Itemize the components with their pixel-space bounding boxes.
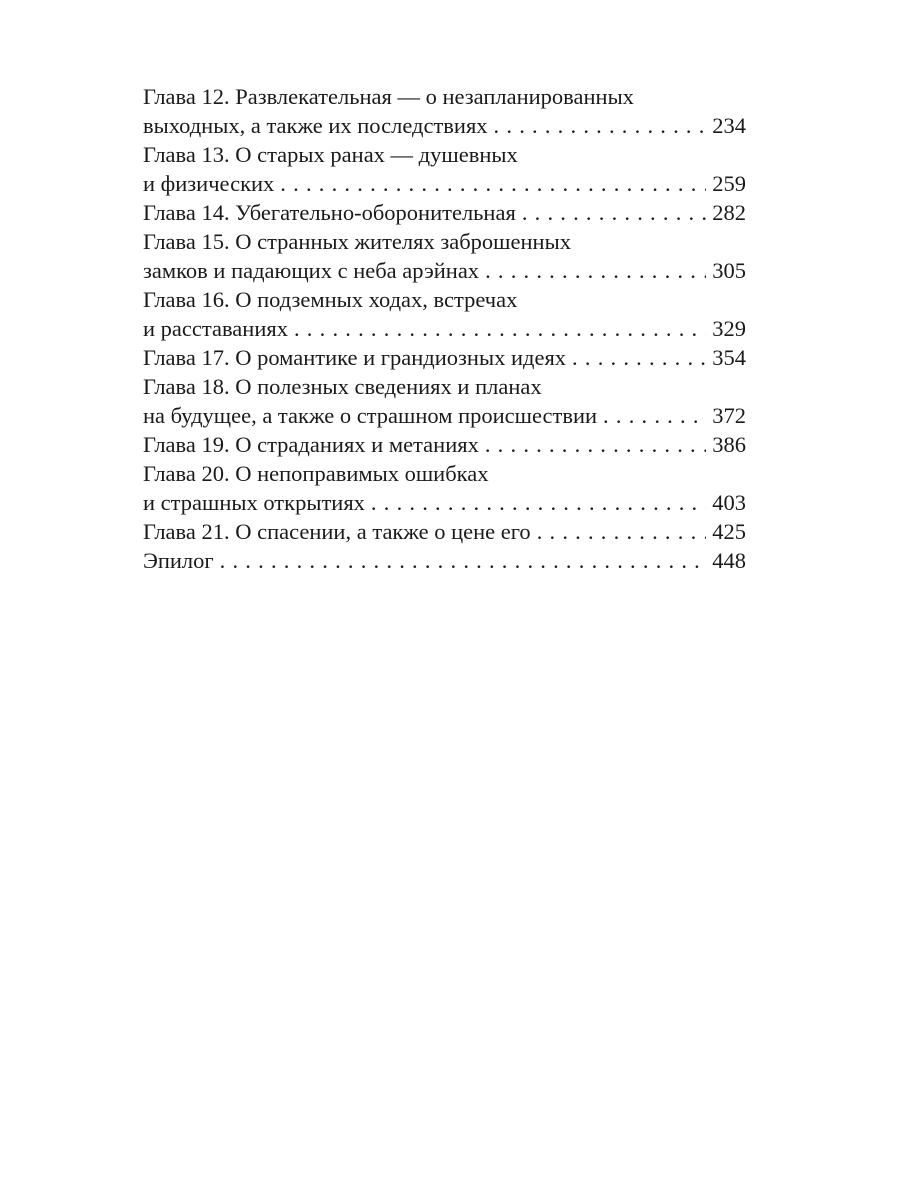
toc-page-number: 425 — [712, 519, 746, 544]
dot-leader — [485, 430, 706, 459]
dot-leader — [371, 488, 706, 517]
toc-entry — [143, 140, 746, 198]
toc-entry-title-line: и страшных открытиях — [143, 490, 365, 515]
toc-entry-title-line: выходных, а также их последствиях — [143, 113, 488, 138]
toc-entry — [143, 372, 746, 430]
table-of-contents — [143, 82, 746, 575]
toc-page-number: 386 — [712, 432, 746, 457]
dot-leader — [294, 314, 706, 343]
toc-entry-title-line: Глава 19. О страданиях и метаниях — [143, 432, 479, 457]
toc-entry-title-line: замков и падающих с неба арэйнах — [143, 258, 480, 283]
toc-entry-last-line — [143, 430, 746, 459]
toc-entry-title-line: Глава 17. О романтике и грандиозных идеях — [143, 345, 567, 370]
toc-entry-last-line — [143, 169, 746, 198]
dot-leader — [572, 343, 706, 372]
toc-entry-title-line: на будущее, а также о страшном происшествии — [143, 403, 598, 428]
toc-entry-title-line: и расставаниях — [143, 316, 288, 341]
toc-entry — [143, 82, 746, 140]
dot-leader — [537, 517, 707, 546]
dot-leader — [220, 546, 707, 575]
toc-page-number: 305 — [712, 258, 746, 283]
toc-entry-title-line: Глава 16. О подземных ходах, встречах — [143, 287, 518, 312]
toc-page-number: 259 — [712, 171, 746, 196]
toc-entry-last-line — [143, 256, 746, 285]
toc-page-number: 448 — [712, 548, 746, 573]
dot-leader — [494, 111, 707, 140]
toc-entry-title-line: и физических — [143, 171, 275, 196]
toc-page-number: 372 — [712, 403, 746, 428]
toc-entry-last-line — [143, 546, 746, 575]
toc-entry-last-line — [143, 343, 746, 372]
toc-entry-last-line — [143, 517, 746, 546]
toc-entry-last-line — [143, 488, 746, 517]
toc-entry — [143, 227, 746, 285]
dot-leader — [522, 198, 706, 227]
toc-entry-title-line: Глава 12. Развлекательная — о незапланированных — [143, 84, 634, 109]
toc-entry-title-line: Глава 18. О полезных сведениях и планах — [143, 374, 542, 399]
toc-entry — [143, 198, 746, 227]
toc-entry-title-line: Глава 15. О странных жителях заброшенных — [143, 229, 571, 254]
toc-entry-last-line — [143, 314, 746, 343]
toc-entry-last-line — [143, 111, 746, 140]
toc-page-number: 282 — [712, 200, 746, 225]
toc-entry — [143, 430, 746, 459]
toc-page-number: 354 — [712, 345, 746, 370]
toc-entry-title-line: Глава 13. О старых ранах — душевных — [143, 142, 518, 167]
dot-leader — [603, 401, 706, 430]
toc-entry — [143, 285, 746, 343]
toc-entry — [143, 459, 746, 517]
toc-page-number: 403 — [712, 490, 746, 515]
toc-entry-last-line — [143, 198, 746, 227]
toc-entry-title-line: Эпилог — [143, 548, 214, 573]
dot-leader — [485, 256, 706, 285]
toc-entry-title-line: Глава 20. О непоправимых ошибках — [143, 461, 489, 486]
toc-entry-last-line — [143, 401, 746, 430]
toc-entry — [143, 517, 746, 546]
toc-entry-title-line: Глава 21. О спасении, а также о цене его — [143, 519, 531, 544]
dot-leader — [280, 169, 706, 198]
toc-entry-title-line: Глава 14. Убегательно-оборонительная — [143, 200, 516, 225]
toc-page-number: 329 — [712, 316, 746, 341]
toc-entry — [143, 546, 746, 575]
toc-page-number: 234 — [712, 113, 746, 138]
toc-entry — [143, 343, 746, 372]
